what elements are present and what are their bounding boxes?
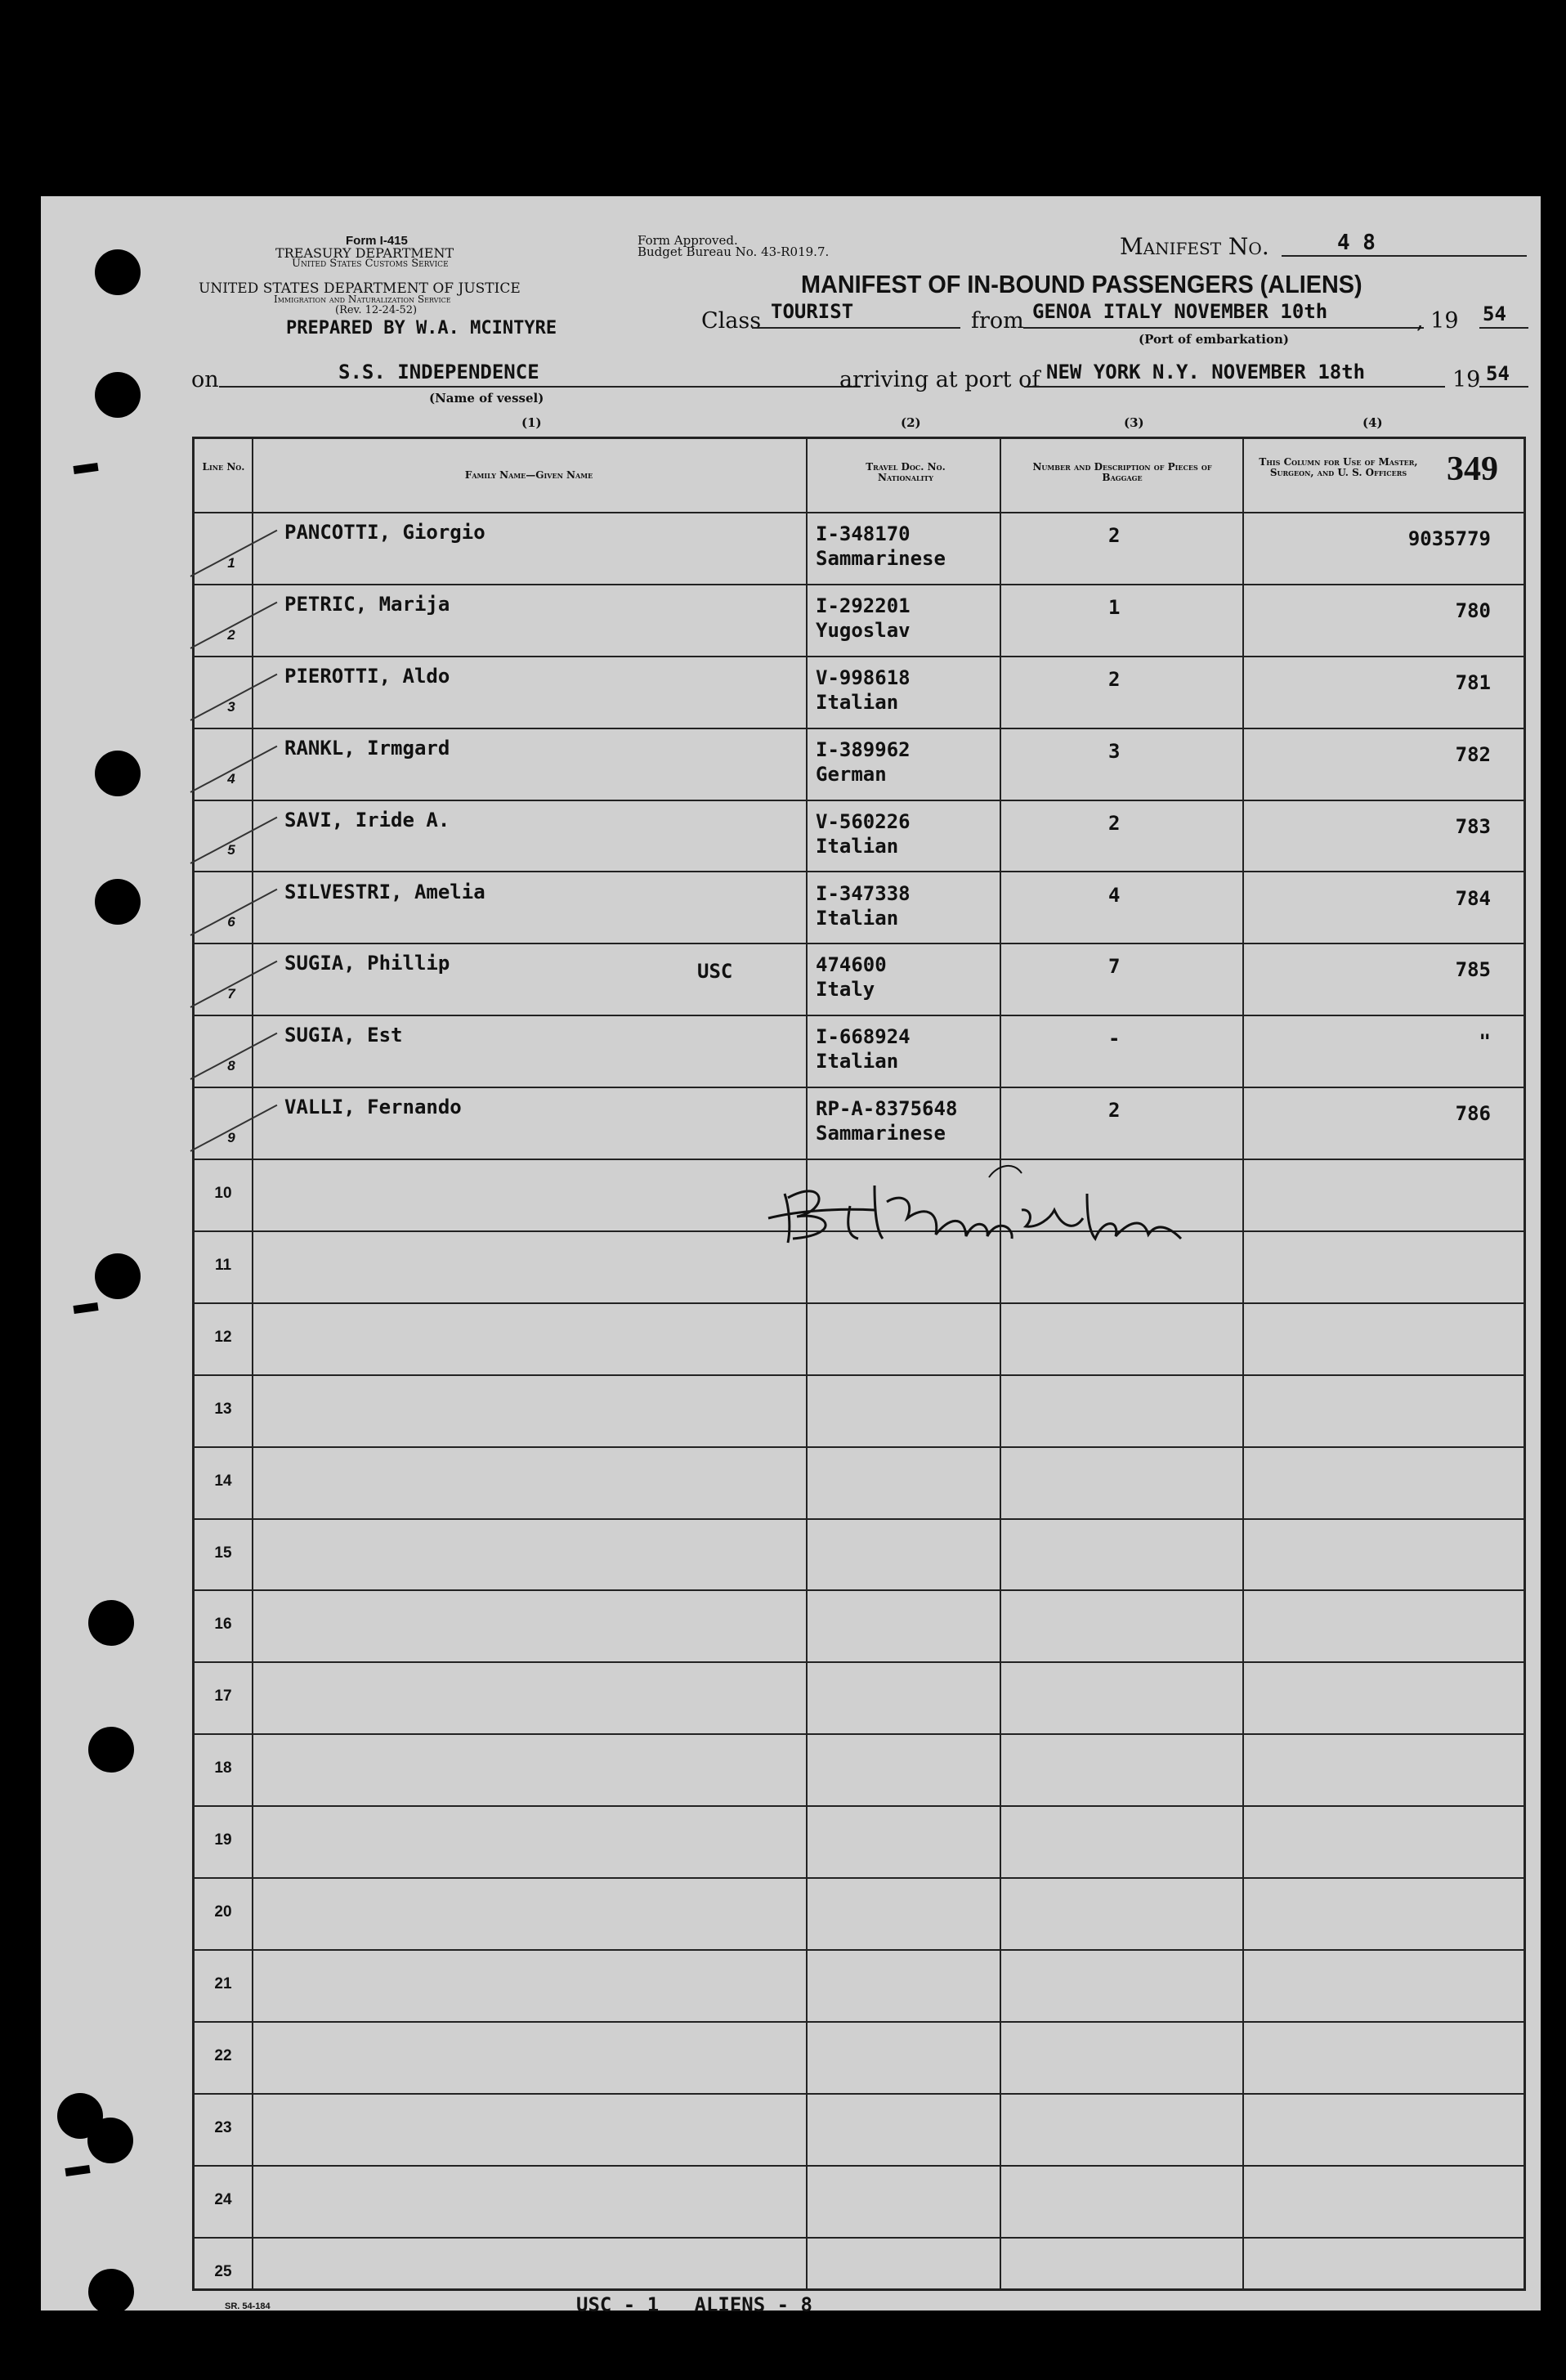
manifest-sheet xyxy=(41,196,1541,2316)
nationality: Italian xyxy=(816,1050,899,1073)
manifest-no-underline xyxy=(1282,255,1527,257)
officer-number: 786 xyxy=(1455,1102,1491,1126)
passenger-name: SILVESTRI, Amelia xyxy=(284,880,485,903)
passenger-name: PETRIC, Marija xyxy=(284,592,450,616)
passenger-name: SAVI, Iride A. xyxy=(284,808,450,831)
nationality: Italian xyxy=(816,906,899,930)
table-row xyxy=(195,512,1523,584)
line-number: 13 xyxy=(214,1400,232,1418)
table-row xyxy=(195,1446,1523,1518)
line-number: 5 xyxy=(227,842,235,858)
nationality: Italian xyxy=(816,834,899,858)
line-number: 17 xyxy=(214,1688,232,1705)
class-underline xyxy=(752,327,960,329)
travel-doc-number: V-560226 xyxy=(816,809,911,833)
table-row xyxy=(195,1877,1523,1949)
page-stamp: 349 xyxy=(1447,450,1498,488)
table-row xyxy=(195,728,1523,800)
table-row xyxy=(195,1805,1523,1877)
totals: USC - 1 ALIENS - 8 xyxy=(576,2293,812,2316)
baggage-count: 3 xyxy=(1108,739,1121,763)
baggage-count: 2 xyxy=(1108,811,1121,835)
table-row xyxy=(195,1661,1523,1733)
binder-hole xyxy=(95,1253,141,1299)
binder-hole xyxy=(95,372,141,418)
name-note: USC xyxy=(697,960,733,984)
table-row xyxy=(195,2093,1523,2165)
justice-dept: UNITED STATES DEPARTMENT OF JUSTICE xyxy=(199,280,521,297)
table-row xyxy=(195,1087,1523,1159)
line-number: 14 xyxy=(214,1472,232,1490)
table-row xyxy=(195,1518,1523,1590)
binder-hole xyxy=(95,249,141,295)
line-number: 2 xyxy=(227,626,235,643)
nationality: Yugoslav xyxy=(816,618,911,642)
customs-service: United States Customs Service xyxy=(292,258,449,270)
nationality: German xyxy=(816,762,887,786)
line-number: 21 xyxy=(214,1974,232,1992)
table-row xyxy=(195,656,1523,728)
table-row xyxy=(195,1374,1523,1446)
form-number: Form I-415 xyxy=(346,234,408,248)
passenger-name: PANCOTTI, Giorgio xyxy=(284,521,485,544)
line-number: 11 xyxy=(214,1256,232,1274)
manifest-title: MANIFEST OF IN-BOUND PASSENGERS (ALIENS) xyxy=(801,270,1362,298)
manifest-no-value: 4 8 xyxy=(1337,231,1376,255)
line-number: 7 xyxy=(227,986,235,1002)
officer-number: 785 xyxy=(1455,958,1491,982)
table-row xyxy=(195,2237,1523,2309)
table-row xyxy=(195,1015,1523,1087)
line-number: 16 xyxy=(214,1616,232,1634)
class-label: Class xyxy=(701,308,762,334)
baggage-count: 2 xyxy=(1108,667,1121,691)
binder-hole xyxy=(87,2118,133,2163)
line-number: 8 xyxy=(227,1058,235,1074)
vessel-underline xyxy=(219,386,861,388)
passenger-name: SUGIA, Phillip xyxy=(284,952,450,975)
header-line-no: Line No. xyxy=(202,461,245,473)
from-value: GENOA ITALY NOVEMBER 10th xyxy=(1032,300,1328,323)
travel-doc-number: I-292201 xyxy=(816,594,911,617)
travel-doc-number: I-389962 xyxy=(816,737,911,761)
table-row xyxy=(195,1949,1523,2021)
year-prefix-2: 19 xyxy=(1452,367,1481,392)
travel-doc-number: I-668924 xyxy=(816,1025,911,1049)
binder-hole xyxy=(88,1600,134,1646)
baggage-count: - xyxy=(1108,1027,1121,1051)
year-underline-1 xyxy=(1479,327,1528,329)
hole-mark xyxy=(73,463,98,474)
line-number: 4 xyxy=(227,770,235,787)
port-embark-caption: (Port of embarkation) xyxy=(1139,332,1289,347)
table-row xyxy=(195,1590,1523,1662)
travel-doc-number: I-347338 xyxy=(816,881,911,905)
officer-number: 783 xyxy=(1455,814,1491,838)
form-approved: Form Approved. xyxy=(638,233,738,248)
nationality: Sammarinese xyxy=(816,547,946,570)
travel-doc-number: RP-A-8375648 xyxy=(816,1097,958,1121)
nationality: Sammarinese xyxy=(816,1122,946,1145)
class-value: TOURIST xyxy=(771,300,854,323)
vessel-name: S.S. INDEPENDENCE xyxy=(338,361,539,383)
form-code: SR. 54-184 xyxy=(225,2302,271,2311)
nationality: Italian xyxy=(816,690,899,714)
line-number: 18 xyxy=(214,1759,232,1777)
line-number: 12 xyxy=(214,1328,232,1346)
passenger-name: RANKL, Irmgard xyxy=(284,736,450,760)
col-number-2: (2) xyxy=(901,415,921,430)
prepared-by: PREPARED BY W.A. MCINTYRE xyxy=(286,318,557,338)
on-label: on xyxy=(191,367,219,392)
table-row xyxy=(195,1302,1523,1374)
baggage-count: 2 xyxy=(1108,524,1121,547)
officer-number: 781 xyxy=(1455,670,1491,694)
line-number: 15 xyxy=(214,1544,232,1562)
budget-bureau: Budget Bureau No. 43-R019.7. xyxy=(638,244,830,259)
header-baggage: Number and Description of Pieces of Baggage xyxy=(1032,461,1212,483)
col-number-4: (4) xyxy=(1362,415,1383,430)
arriving-label: arriving at port of xyxy=(839,367,1040,392)
line-number: 19 xyxy=(214,1831,232,1849)
baggage-count: 1 xyxy=(1108,595,1121,619)
baggage-count: 2 xyxy=(1108,1099,1121,1123)
table-row xyxy=(195,872,1523,943)
header-officers: This Column for Use of Master, Surgeon, and U. S. Officers xyxy=(1259,456,1418,478)
line-number: 22 xyxy=(214,2046,232,2064)
year-value-2: 54 xyxy=(1486,362,1510,385)
treasury-dept: TREASURY DEPARTMENT xyxy=(275,245,454,261)
vessel-caption: (Name of vessel) xyxy=(429,391,544,406)
table-row xyxy=(195,584,1523,656)
col-number-1: (1) xyxy=(521,415,542,430)
arrival-port: NEW YORK N.Y. NOVEMBER 18th xyxy=(1046,361,1366,383)
line-number: 3 xyxy=(227,698,235,715)
arrival-underline xyxy=(1024,386,1445,388)
revision: (Rev. 12-24-52) xyxy=(335,304,418,316)
baggage-count: 7 xyxy=(1108,955,1121,979)
passenger-name: SUGIA, Est xyxy=(284,1024,403,1047)
year-value-1: 54 xyxy=(1483,303,1506,325)
travel-doc-number: I-348170 xyxy=(816,522,911,545)
header-name: Family Name—Given Name xyxy=(464,469,593,481)
year-underline-2 xyxy=(1479,386,1528,388)
line-number: 24 xyxy=(214,2190,232,2208)
table-row xyxy=(195,2165,1523,2237)
line-number: 1 xyxy=(227,554,235,571)
officer-number: " xyxy=(1479,1030,1491,1054)
col-number-3: (3) xyxy=(1124,415,1144,430)
travel-doc-number: 474600 xyxy=(816,953,887,977)
line-number: 20 xyxy=(214,1903,232,1921)
travel-doc-number: V-998618 xyxy=(816,666,911,689)
from-underline xyxy=(1023,327,1424,329)
binder-hole xyxy=(95,751,141,796)
officer-signature xyxy=(752,1161,1210,1251)
table-row xyxy=(195,800,1523,872)
line-number: 10 xyxy=(214,1185,232,1203)
hole-mark xyxy=(73,1302,98,1314)
line-number: 6 xyxy=(227,914,235,930)
binder-hole xyxy=(95,879,141,925)
header-travel-doc: Travel Doc. No. Nationality xyxy=(866,461,946,483)
officer-number: 782 xyxy=(1455,742,1491,766)
binder-hole xyxy=(88,1727,134,1773)
table-row xyxy=(195,2021,1523,2093)
manifest-table xyxy=(192,437,1526,2291)
ins-label: Immigration and Naturalization Service xyxy=(274,294,451,305)
from-label: from xyxy=(971,308,1024,334)
line-number: 9 xyxy=(227,1130,235,1146)
line-number: 23 xyxy=(214,2118,232,2136)
officer-number: 780 xyxy=(1455,598,1491,622)
hole-mark xyxy=(65,2165,90,2176)
line-number: 25 xyxy=(214,2262,232,2280)
table-row xyxy=(195,943,1523,1015)
passenger-name: VALLI, Fernando xyxy=(284,1096,462,1119)
nationality: Italy xyxy=(816,978,875,1002)
manifest-no-label: Manifest No. xyxy=(1120,233,1269,260)
year-prefix-1: , 19 xyxy=(1416,308,1459,334)
baggage-count: 4 xyxy=(1108,883,1121,907)
passenger-name: PIEROTTI, Aldo xyxy=(284,664,450,688)
binder-hole xyxy=(88,2269,134,2315)
officer-number: 784 xyxy=(1455,886,1491,910)
table-row xyxy=(195,1733,1523,1805)
officer-number: 9035779 xyxy=(1407,527,1491,550)
